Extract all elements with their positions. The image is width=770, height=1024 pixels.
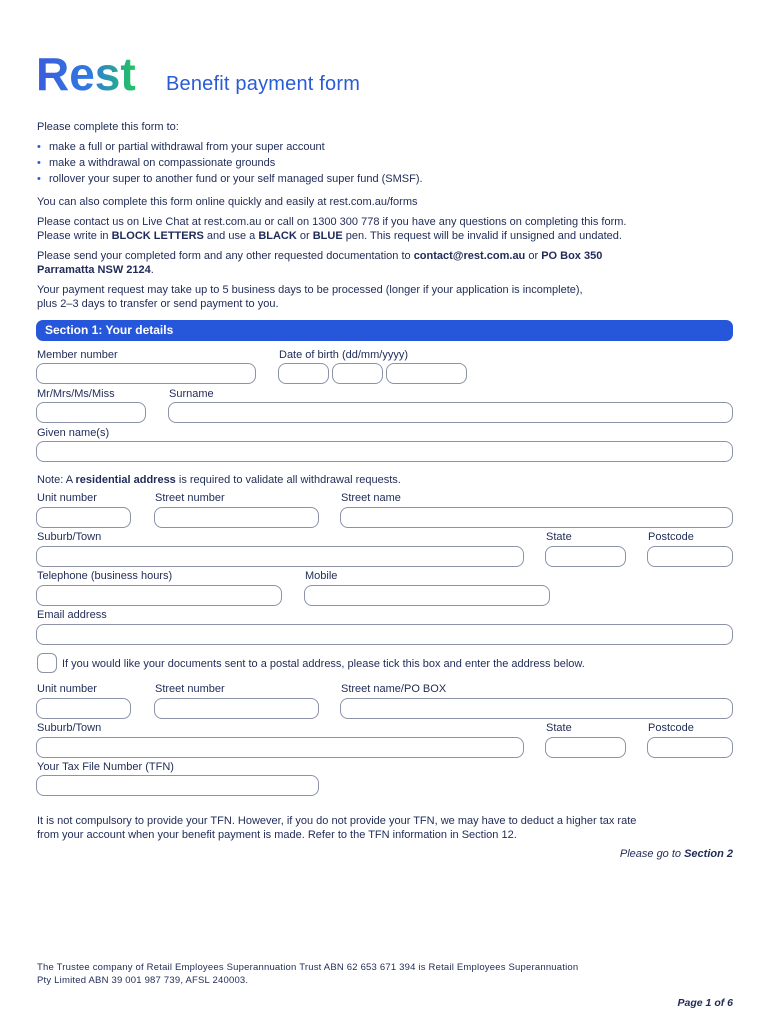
footer-trustee: The Trustee company of Retail Employees Superannuation Trust ABN 62 653 671 394 is Retail Employees Superannuation Pty Limited ABN 39 001 987 739, AFSL 240003. [37,962,579,986]
surname-label: Surname [169,388,214,400]
postal-state-label: State [546,722,572,734]
section-1-header [36,320,733,341]
email-label: Email address [37,609,107,621]
title-field[interactable] [36,402,146,423]
intro-bullets [37,139,727,187]
member-number-label: Member number [37,349,118,361]
telephone-field[interactable] [36,585,282,606]
bullet-item: • make a full or partial withdrawal from your super account [37,139,727,155]
unit-number-label: Unit number [37,492,97,504]
postal-state-field[interactable] [545,737,626,758]
tfn-field[interactable] [36,775,319,796]
form-title: Benefit payment form [166,73,361,95]
bullet-item: • make a withdrawal on compassionate grounds [37,155,727,171]
email-field[interactable] [36,624,733,645]
mobile-field[interactable] [304,585,550,606]
postal-address-note: If you would like your documents sent to a postal address, please tick this box and enter the address below. [62,658,585,670]
state-field[interactable] [545,546,626,567]
bullet-item: • rollover your super to another fund or your self managed super fund (SMSF). [37,171,727,187]
postal-address-checkbox[interactable] [37,653,57,673]
send-instructions: Please send your completed form and any other requested documentation to contact@rest.com.au or PO Box 350 Parramatta NSW 2124. [37,250,603,276]
contact-note [37,215,737,243]
street-name-label: Street name [341,492,401,504]
state-label: State [546,531,572,543]
dob-day-field[interactable] [278,363,329,384]
rest-logo [36,52,148,96]
suburb-field[interactable] [36,546,524,567]
given-names-label: Given name(s) [37,427,110,439]
dob-month-field[interactable] [332,363,383,384]
postal-street-number-field[interactable] [154,698,319,719]
postal-postcode-label: Postcode [648,722,694,734]
postal-street-number-label: Street number [155,683,225,695]
surname-field[interactable] [168,402,733,423]
processing-note: Your payment request may take up to 5 business days to be processed (longer if your application is incomplete), plus 2–3 days to transfer or send payment to you. [37,284,583,310]
goto-section-2: Please go to Section 2 [619,848,733,860]
online-note: You can also complete this form online quickly and easily at rest.com.au/forms [37,196,418,208]
postal-postcode-field[interactable] [647,737,733,758]
postal-unit-field[interactable] [36,698,131,719]
postcode-label: Postcode [648,531,694,543]
telephone-label: Telephone (business hours) [37,570,173,582]
section-1-title: Section 1: Your details [45,323,174,337]
unit-number-field[interactable] [36,507,131,528]
write-instructions: Please write in BLOCK LETTERS and use a BLACK or BLUE pen. This request will be invalid if unsigned and undated. [37,230,622,242]
intro-lead: Please complete this form to: [37,121,179,133]
title-label: Mr/Mrs/Ms/Miss [37,388,115,400]
postal-suburb-field[interactable] [36,737,524,758]
street-number-label: Street number [155,492,225,504]
dob-year-field[interactable] [386,363,467,384]
svg-text:Rest: Rest [36,52,136,96]
given-names-field[interactable] [36,441,733,462]
member-number-field[interactable] [36,363,256,384]
tfn-label: Your Tax File Number (TFN) [37,761,174,773]
dob-label: Date of birth (dd/mm/yyyy) [279,349,408,361]
postcode-field[interactable] [647,546,733,567]
street-name-field[interactable] [340,507,733,528]
contact-email: contact@rest.com.au [413,250,526,262]
postal-street-name-label: Street name/PO BOX [341,683,447,695]
contact-line: Please contact us on Live Chat at rest.com.au or call on 1300 300 778 if you have any questions on completing this form. [37,216,627,228]
page-number: Page 1 of 6 [677,997,733,1009]
residential-note: Note: A residential address is required to validate all withdrawal requests. [37,474,401,486]
street-number-field[interactable] [154,507,319,528]
tfn-note: It is not compulsory to provide your TFN. However, if you do not provide your TFN, we may have to deduct a higher tax rate from your account when your benefit payment is made. Refer to the TFN information in Section 12. [37,815,637,841]
postal-unit-label: Unit number [37,683,97,695]
postal-suburb-label: Suburb/Town [37,722,102,734]
mobile-label: Mobile [305,570,338,582]
suburb-label: Suburb/Town [37,531,102,543]
postal-street-name-field[interactable] [340,698,733,719]
